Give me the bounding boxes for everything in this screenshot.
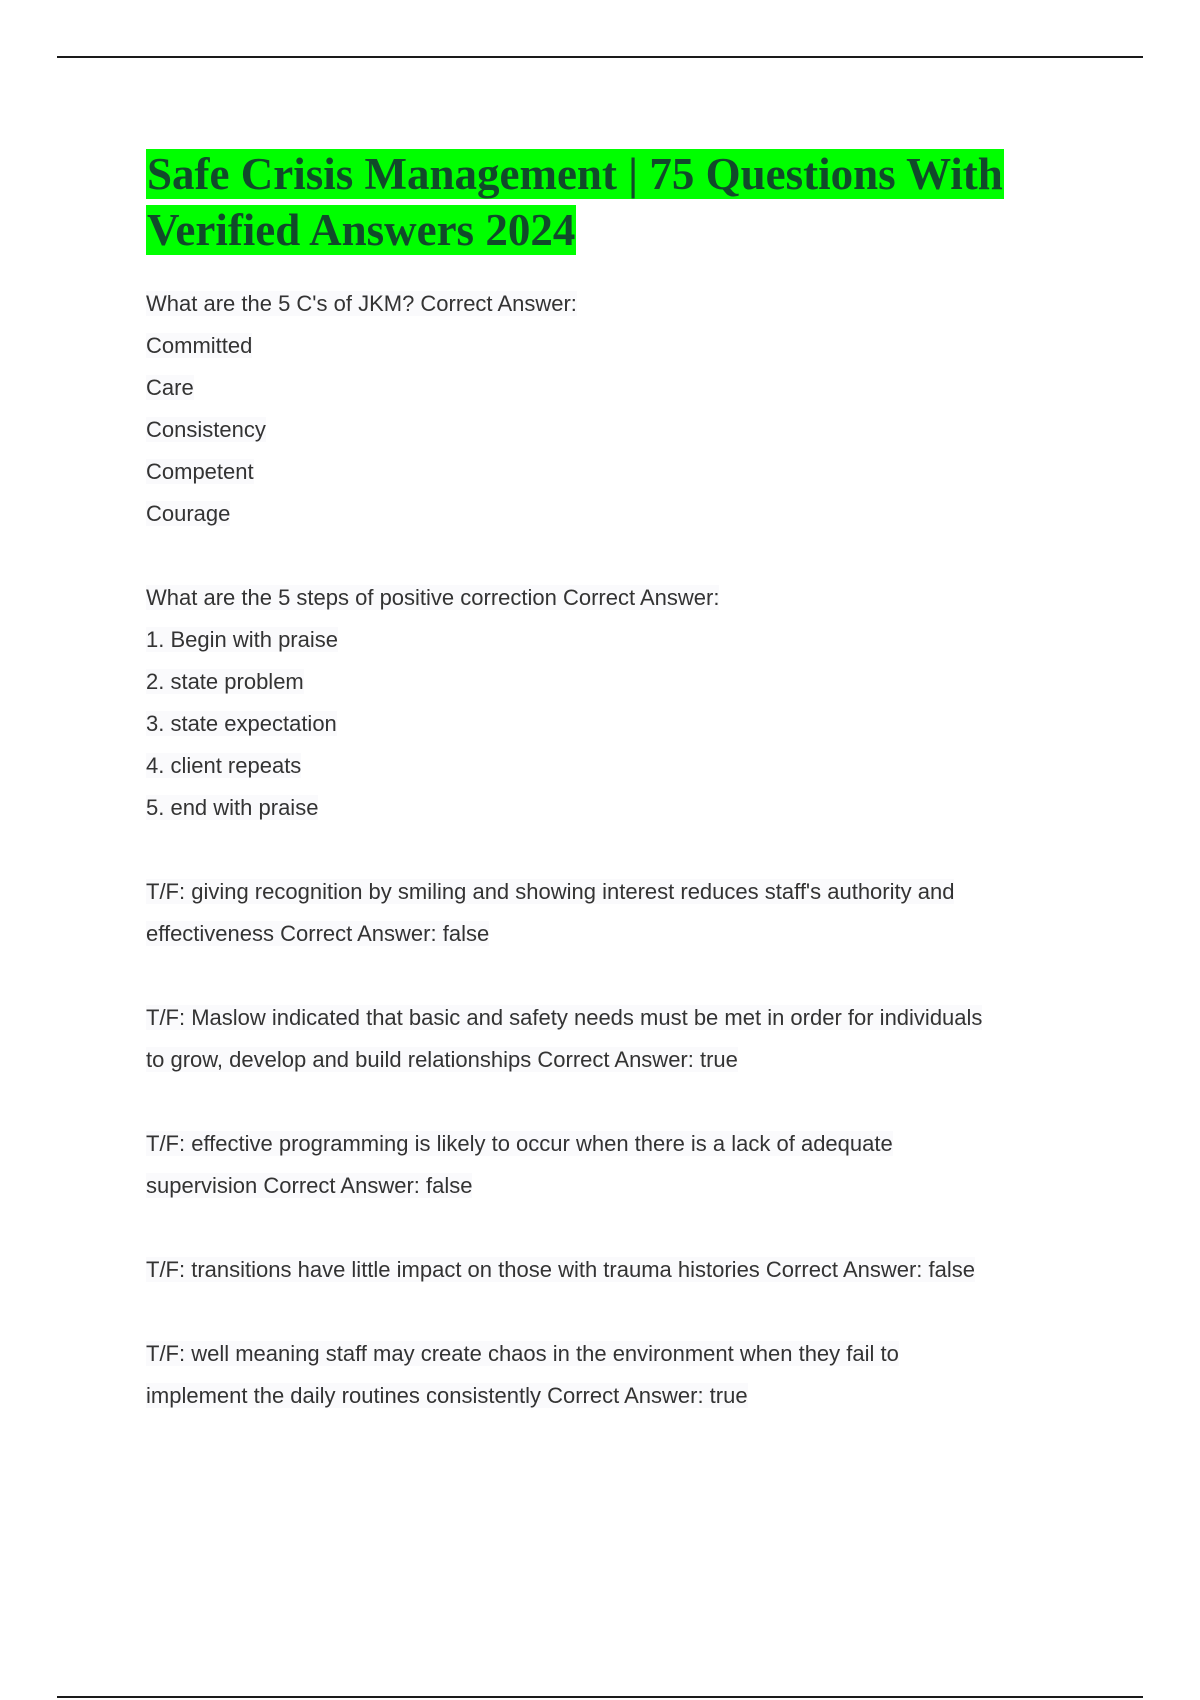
qa-item <box>146 1123 1071 1207</box>
question-line: supervision Correct Answer: false <box>146 1173 473 1198</box>
document-title-text: Safe Crisis Management | 75 Questions With Verified Answers 2024 <box>147 149 1003 255</box>
answer-line: Care <box>146 375 194 400</box>
answer-line: Competent <box>146 459 254 484</box>
qa-item <box>146 1249 1071 1291</box>
question-line: T/F: Maslow indicated that basic and safety needs must be met in order for individuals <box>146 1005 983 1030</box>
answer-line: 3. state expectation <box>146 711 337 736</box>
footer-rule <box>57 1696 1143 1698</box>
answer-line: 1. Begin with praise <box>146 627 338 652</box>
answer-line: 5. end with praise <box>146 795 319 820</box>
question-line: T/F: transitions have little impact on those with trauma histories Correct Answer: false <box>146 1257 975 1282</box>
answer-line: Committed <box>146 333 253 358</box>
document-body <box>146 146 1071 1459</box>
qa-item <box>146 997 1071 1081</box>
answer-line: 4. client repeats <box>146 753 302 778</box>
question-line: T/F: effective programming is likely to occur when there is a lack of adequate <box>146 1131 893 1156</box>
question-line: implement the daily routines consistently Correct Answer: true <box>146 1383 748 1408</box>
question-line: T/F: giving recognition by smiling and showing interest reduces staff's authority and <box>146 879 955 904</box>
question-line: to grow, develop and build relationships Correct Answer: true <box>146 1047 738 1072</box>
qa-item <box>146 577 1071 829</box>
question-line: What are the 5 steps of positive correction Correct Answer: <box>146 585 720 610</box>
qa-item <box>146 871 1071 955</box>
qa-item <box>146 1333 1071 1417</box>
qa-item <box>146 283 1071 535</box>
header-rule <box>57 56 1143 58</box>
document-title <box>146 146 1071 258</box>
answer-line: 2. state problem <box>146 669 304 694</box>
qa-list <box>146 283 1071 1417</box>
answer-line: Courage <box>146 501 231 526</box>
question-line: T/F: well meaning staff may create chaos in the environment when they fail to <box>146 1341 899 1366</box>
question-line: What are the 5 C's of JKM? Correct Answer: <box>146 291 577 316</box>
question-line: effectiveness Correct Answer: false <box>146 921 490 946</box>
answer-line: Consistency <box>146 417 266 442</box>
